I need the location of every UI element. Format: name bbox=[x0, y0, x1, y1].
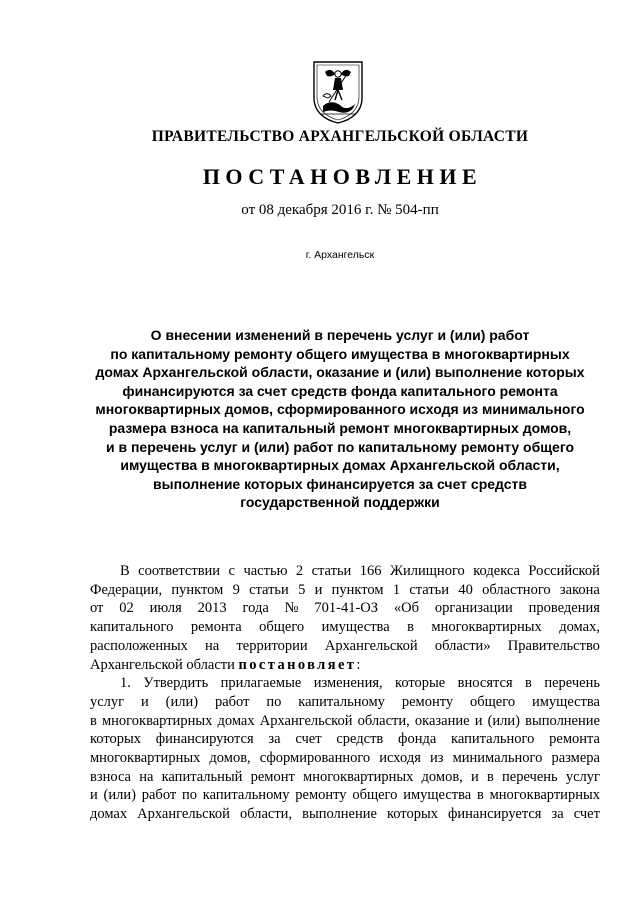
word: Утвердить bbox=[143, 675, 209, 692]
word: Федерации, bbox=[90, 581, 163, 598]
word: от bbox=[90, 600, 104, 617]
word: статьи bbox=[409, 581, 450, 598]
word: работ bbox=[141, 787, 177, 804]
word: сформированного bbox=[259, 750, 371, 767]
word: изменения, bbox=[313, 675, 383, 692]
word: которые bbox=[395, 675, 446, 692]
word: 5 bbox=[298, 581, 306, 598]
word: 2 bbox=[295, 563, 304, 579]
city-name: г. Архангельск bbox=[305, 249, 375, 261]
word: за bbox=[268, 731, 281, 748]
title-line: имущества в многоквартирных домах Архангельской области, bbox=[120, 457, 560, 474]
document-date-number: от 08 декабря 2016 г. № 504-пп bbox=[241, 202, 439, 218]
word: Архангельской bbox=[324, 637, 418, 654]
title-line: выполнение которых финансируется за счет средств bbox=[153, 475, 527, 492]
word: и bbox=[474, 712, 483, 729]
word: имущества bbox=[403, 787, 472, 804]
word: Российской bbox=[528, 563, 600, 579]
word: перечень bbox=[544, 675, 600, 692]
word: 166 bbox=[359, 563, 382, 579]
word: по bbox=[266, 693, 282, 710]
word: Жилищного bbox=[390, 563, 465, 579]
word: которых bbox=[386, 806, 438, 823]
title-line: многоквартирных домов, сформированного исходя из минимального bbox=[95, 401, 585, 418]
word: (или) bbox=[487, 712, 521, 729]
word: многоквартирных bbox=[431, 619, 542, 636]
word: соответствии bbox=[138, 563, 221, 579]
word: на bbox=[139, 768, 154, 785]
body-line bbox=[90, 562, 600, 581]
word: статьи bbox=[249, 581, 289, 598]
title-line: государственной поддержки bbox=[240, 494, 440, 511]
word: и bbox=[471, 768, 479, 785]
word: проведения bbox=[528, 600, 600, 617]
word: на bbox=[205, 637, 220, 654]
word: кодекса bbox=[473, 563, 520, 579]
word: капитального bbox=[451, 731, 535, 748]
word: года bbox=[242, 600, 269, 617]
word: многоквартирных bbox=[102, 712, 213, 729]
word: минимального bbox=[452, 750, 543, 767]
word: капитального bbox=[90, 619, 174, 636]
word: закона bbox=[559, 581, 600, 598]
word: пунктом bbox=[171, 581, 224, 598]
word: с bbox=[228, 563, 235, 579]
body-line bbox=[90, 599, 600, 618]
word: пунктом bbox=[331, 581, 384, 598]
word: капитальный bbox=[161, 768, 243, 785]
word: по bbox=[182, 787, 198, 804]
word: 701-41-ОЗ bbox=[314, 600, 379, 617]
word: частью bbox=[243, 563, 288, 579]
title-line: О внесении изменений в перечень услуг и (или) работ bbox=[150, 327, 530, 343]
word: общего bbox=[470, 693, 516, 710]
word: услуг bbox=[565, 768, 600, 785]
word: в bbox=[90, 712, 97, 729]
word: прилагаемые bbox=[220, 675, 302, 692]
word: домов, bbox=[421, 768, 463, 785]
word: в bbox=[525, 675, 532, 692]
word: 40 bbox=[458, 581, 473, 598]
title-line: по капитальному ремонту общего имущества в многоквартирных bbox=[110, 345, 570, 362]
word: в bbox=[407, 619, 414, 636]
body-line bbox=[90, 768, 600, 787]
body-line bbox=[90, 805, 600, 824]
word: области» bbox=[434, 637, 491, 654]
word: 02 bbox=[119, 600, 134, 617]
word: организации bbox=[434, 600, 513, 617]
word: 2013 bbox=[197, 600, 227, 617]
word: работ bbox=[214, 693, 250, 710]
body-line-resolves bbox=[90, 656, 600, 675]
word: имущества bbox=[531, 693, 600, 710]
word: перечень bbox=[502, 768, 558, 785]
document-type: ПОСТАНОВЛЕНИЕ bbox=[202, 164, 483, 189]
word: имущества bbox=[321, 619, 390, 636]
title-line: домах Архангельской области, оказание и (или) выполнение которых bbox=[95, 364, 585, 381]
word: и bbox=[90, 787, 98, 804]
word: домах bbox=[90, 806, 128, 823]
word: размера bbox=[551, 750, 600, 767]
coat-of-arms-icon bbox=[311, 60, 365, 124]
word: 1. bbox=[120, 675, 131, 692]
word: счет bbox=[573, 806, 600, 823]
word: области, bbox=[357, 712, 410, 729]
word: фонда bbox=[398, 731, 437, 748]
word: финансируется bbox=[447, 806, 542, 823]
word: счет bbox=[295, 731, 322, 748]
body-line bbox=[90, 618, 600, 637]
title-line: финансируются за счет средств фонда капитального ремонта bbox=[122, 382, 558, 399]
word: июля bbox=[149, 600, 182, 617]
word: финансируются bbox=[155, 731, 254, 748]
word: вносятся bbox=[457, 675, 513, 692]
word: общего bbox=[352, 787, 398, 804]
word: расположенных bbox=[90, 637, 188, 654]
word: услуг bbox=[90, 693, 125, 710]
body-line bbox=[90, 749, 600, 768]
word: домах bbox=[217, 712, 255, 729]
word: выполнение bbox=[525, 712, 600, 729]
word: и bbox=[141, 693, 149, 710]
word: (или) bbox=[103, 787, 136, 804]
word: ремонта bbox=[549, 731, 600, 748]
word: территории bbox=[236, 637, 308, 654]
word: 9 bbox=[232, 581, 240, 598]
word: Архангельской bbox=[137, 806, 230, 823]
word: капитальному bbox=[202, 787, 290, 804]
body-line bbox=[90, 581, 600, 600]
word: Архангельской bbox=[259, 712, 353, 729]
word: ремонту bbox=[401, 693, 454, 710]
body-line bbox=[90, 730, 600, 749]
word: выполнение bbox=[302, 806, 377, 823]
word: домах, bbox=[559, 619, 600, 636]
word: В bbox=[120, 563, 130, 579]
body-line bbox=[90, 693, 600, 712]
title-line: размера взноса на капитальный ремонт многоквартирных домов, bbox=[108, 419, 572, 436]
word: которых bbox=[90, 731, 142, 748]
word: № bbox=[284, 600, 299, 617]
word: в bbox=[486, 768, 494, 785]
word: многоквартирных bbox=[90, 750, 201, 767]
word: областного bbox=[482, 581, 551, 598]
word: и bbox=[314, 581, 323, 598]
resolves-prefix: Архангельской области bbox=[90, 656, 235, 673]
word: 1 bbox=[392, 581, 401, 598]
word: статьи bbox=[311, 563, 352, 579]
word: Правительство bbox=[507, 637, 600, 654]
document-title bbox=[90, 326, 590, 512]
word: из bbox=[429, 750, 444, 767]
body-line bbox=[90, 712, 600, 731]
resolves-suffix: : bbox=[356, 656, 361, 673]
word: капитальному bbox=[298, 693, 385, 710]
word: исходя bbox=[379, 750, 421, 767]
word: (или) bbox=[165, 693, 199, 710]
word: области, bbox=[239, 806, 293, 823]
body-line bbox=[90, 786, 600, 805]
word: ремонта bbox=[190, 619, 242, 636]
word: домов, bbox=[209, 750, 251, 767]
word: ремонту bbox=[295, 787, 347, 804]
government-name: ПРАВИТЕЛЬСТВО АРХАНГЕЛЬСКОЙ ОБЛАСТИ bbox=[151, 128, 529, 145]
body-line bbox=[90, 674, 600, 693]
word: ремонт bbox=[250, 768, 295, 785]
document-body bbox=[90, 562, 600, 824]
word: взноса bbox=[90, 768, 131, 785]
body-line bbox=[90, 637, 600, 656]
resolves-word: постановляет bbox=[238, 656, 357, 673]
word: общего bbox=[259, 619, 305, 636]
word: оказание bbox=[414, 712, 470, 729]
word: в bbox=[476, 787, 484, 804]
word: средств bbox=[336, 731, 384, 748]
title-line: и в перечень услуг и (или) работ по капитальному ремонту общего bbox=[105, 438, 575, 455]
word: за bbox=[551, 806, 564, 823]
word: «Об bbox=[393, 600, 420, 617]
word: многоквартирных bbox=[489, 787, 600, 804]
word: многоквартирных bbox=[303, 768, 414, 785]
